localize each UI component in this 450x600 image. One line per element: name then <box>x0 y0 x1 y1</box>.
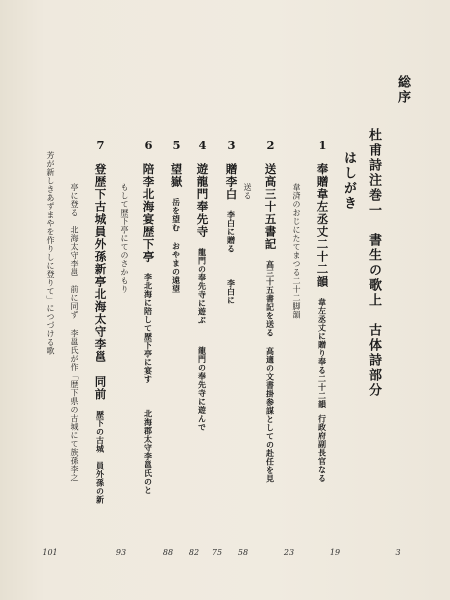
page-number: 101 <box>42 548 58 557</box>
toc-entry-3 <box>225 138 237 305</box>
entry-title: 贈李白 <box>224 163 239 201</box>
toc-entry-4 <box>196 138 208 432</box>
entry-title: 陪李北海宴歴下亭 <box>141 163 156 263</box>
volume-title: 杜甫詩注巻一 書生の歌上 古体詩部分 <box>366 128 381 398</box>
entry-number: 5 <box>169 138 184 153</box>
page-number: 75 <box>211 548 223 557</box>
toc-entry-7-cont: 亭に登る 北海太守李邕 前に同ず李邕氏が作「歴下県の古城にて族孫李之 <box>70 183 79 482</box>
toc-heading: 総序 <box>395 75 410 105</box>
entry-reading: 李白に贈る <box>226 210 237 253</box>
entry-number: 1 <box>315 138 330 153</box>
entry-number: 2 <box>263 138 278 153</box>
entry-translation: 行政府副長官なる <box>317 414 328 483</box>
page-number: 88 <box>162 548 174 557</box>
toc-entry-7-cont2: 芳が新しきあずまやを作りしに登りて」につづける歌 <box>46 151 55 355</box>
entry-translation: 北海郡太守李邕氏のと <box>143 409 154 495</box>
entry-translation: おやまの遠望 <box>171 242 182 293</box>
entry-title: 望嶽 <box>169 163 184 188</box>
toc-entry-6 <box>142 138 154 495</box>
page-number: 58 <box>237 548 249 557</box>
page-number: 23 <box>283 548 295 557</box>
entry-title: 登歴下古城員外孫新亭北海太守李邕 同前 <box>93 163 108 401</box>
entry-reading: 李北海に陪して歴下亭に宴す <box>143 273 154 384</box>
entry-title: 送高三十五書記 <box>263 163 278 251</box>
entry-reading: 龍門の奉先寺に遊ぶ <box>197 248 208 325</box>
toc-entry-1 <box>316 138 328 483</box>
entry-reading: 高三十五書記を送る <box>265 260 276 337</box>
page-number: 93 <box>115 548 127 557</box>
toc-entry-2-cont: 送る <box>243 183 252 200</box>
toc-entry-1-cont: 韋済のおじにたてまつる二十二脚韻 <box>292 183 301 319</box>
entry-translation: 高適の文書掛参謀としての赴任を見 <box>265 347 276 483</box>
entry-number: 3 <box>224 138 239 153</box>
toc-entry-7 <box>94 138 106 504</box>
entry-reading: 韋左丞丈に贈り奉る二十二韻 <box>317 298 328 409</box>
entry-number: 6 <box>141 138 156 153</box>
toc-entry-2 <box>264 138 276 483</box>
entry-reading: 岳を望む <box>171 198 182 232</box>
entry-title: 奉贈韋左丞丈二十二韻 <box>315 163 330 288</box>
page-number: 19 <box>329 548 341 557</box>
entry-translation: 李白に <box>226 279 237 305</box>
page-number: 82 <box>188 548 200 557</box>
entry-reading: 歴下の古城 員外孫の新 <box>95 410 106 504</box>
toc-entry-6-cont: もして歴下亭にてのさかもり <box>120 183 129 294</box>
toc-entry-5 <box>170 138 182 293</box>
entry-translation: 龍門の奉先寺に遊んで <box>197 346 208 432</box>
page-number: 3 <box>395 548 401 557</box>
preface-entry: はしがき <box>341 151 356 211</box>
entry-number: 7 <box>93 138 108 153</box>
entry-title: 遊龍門奉先寺 <box>195 163 210 238</box>
entry-number: 4 <box>195 138 210 153</box>
